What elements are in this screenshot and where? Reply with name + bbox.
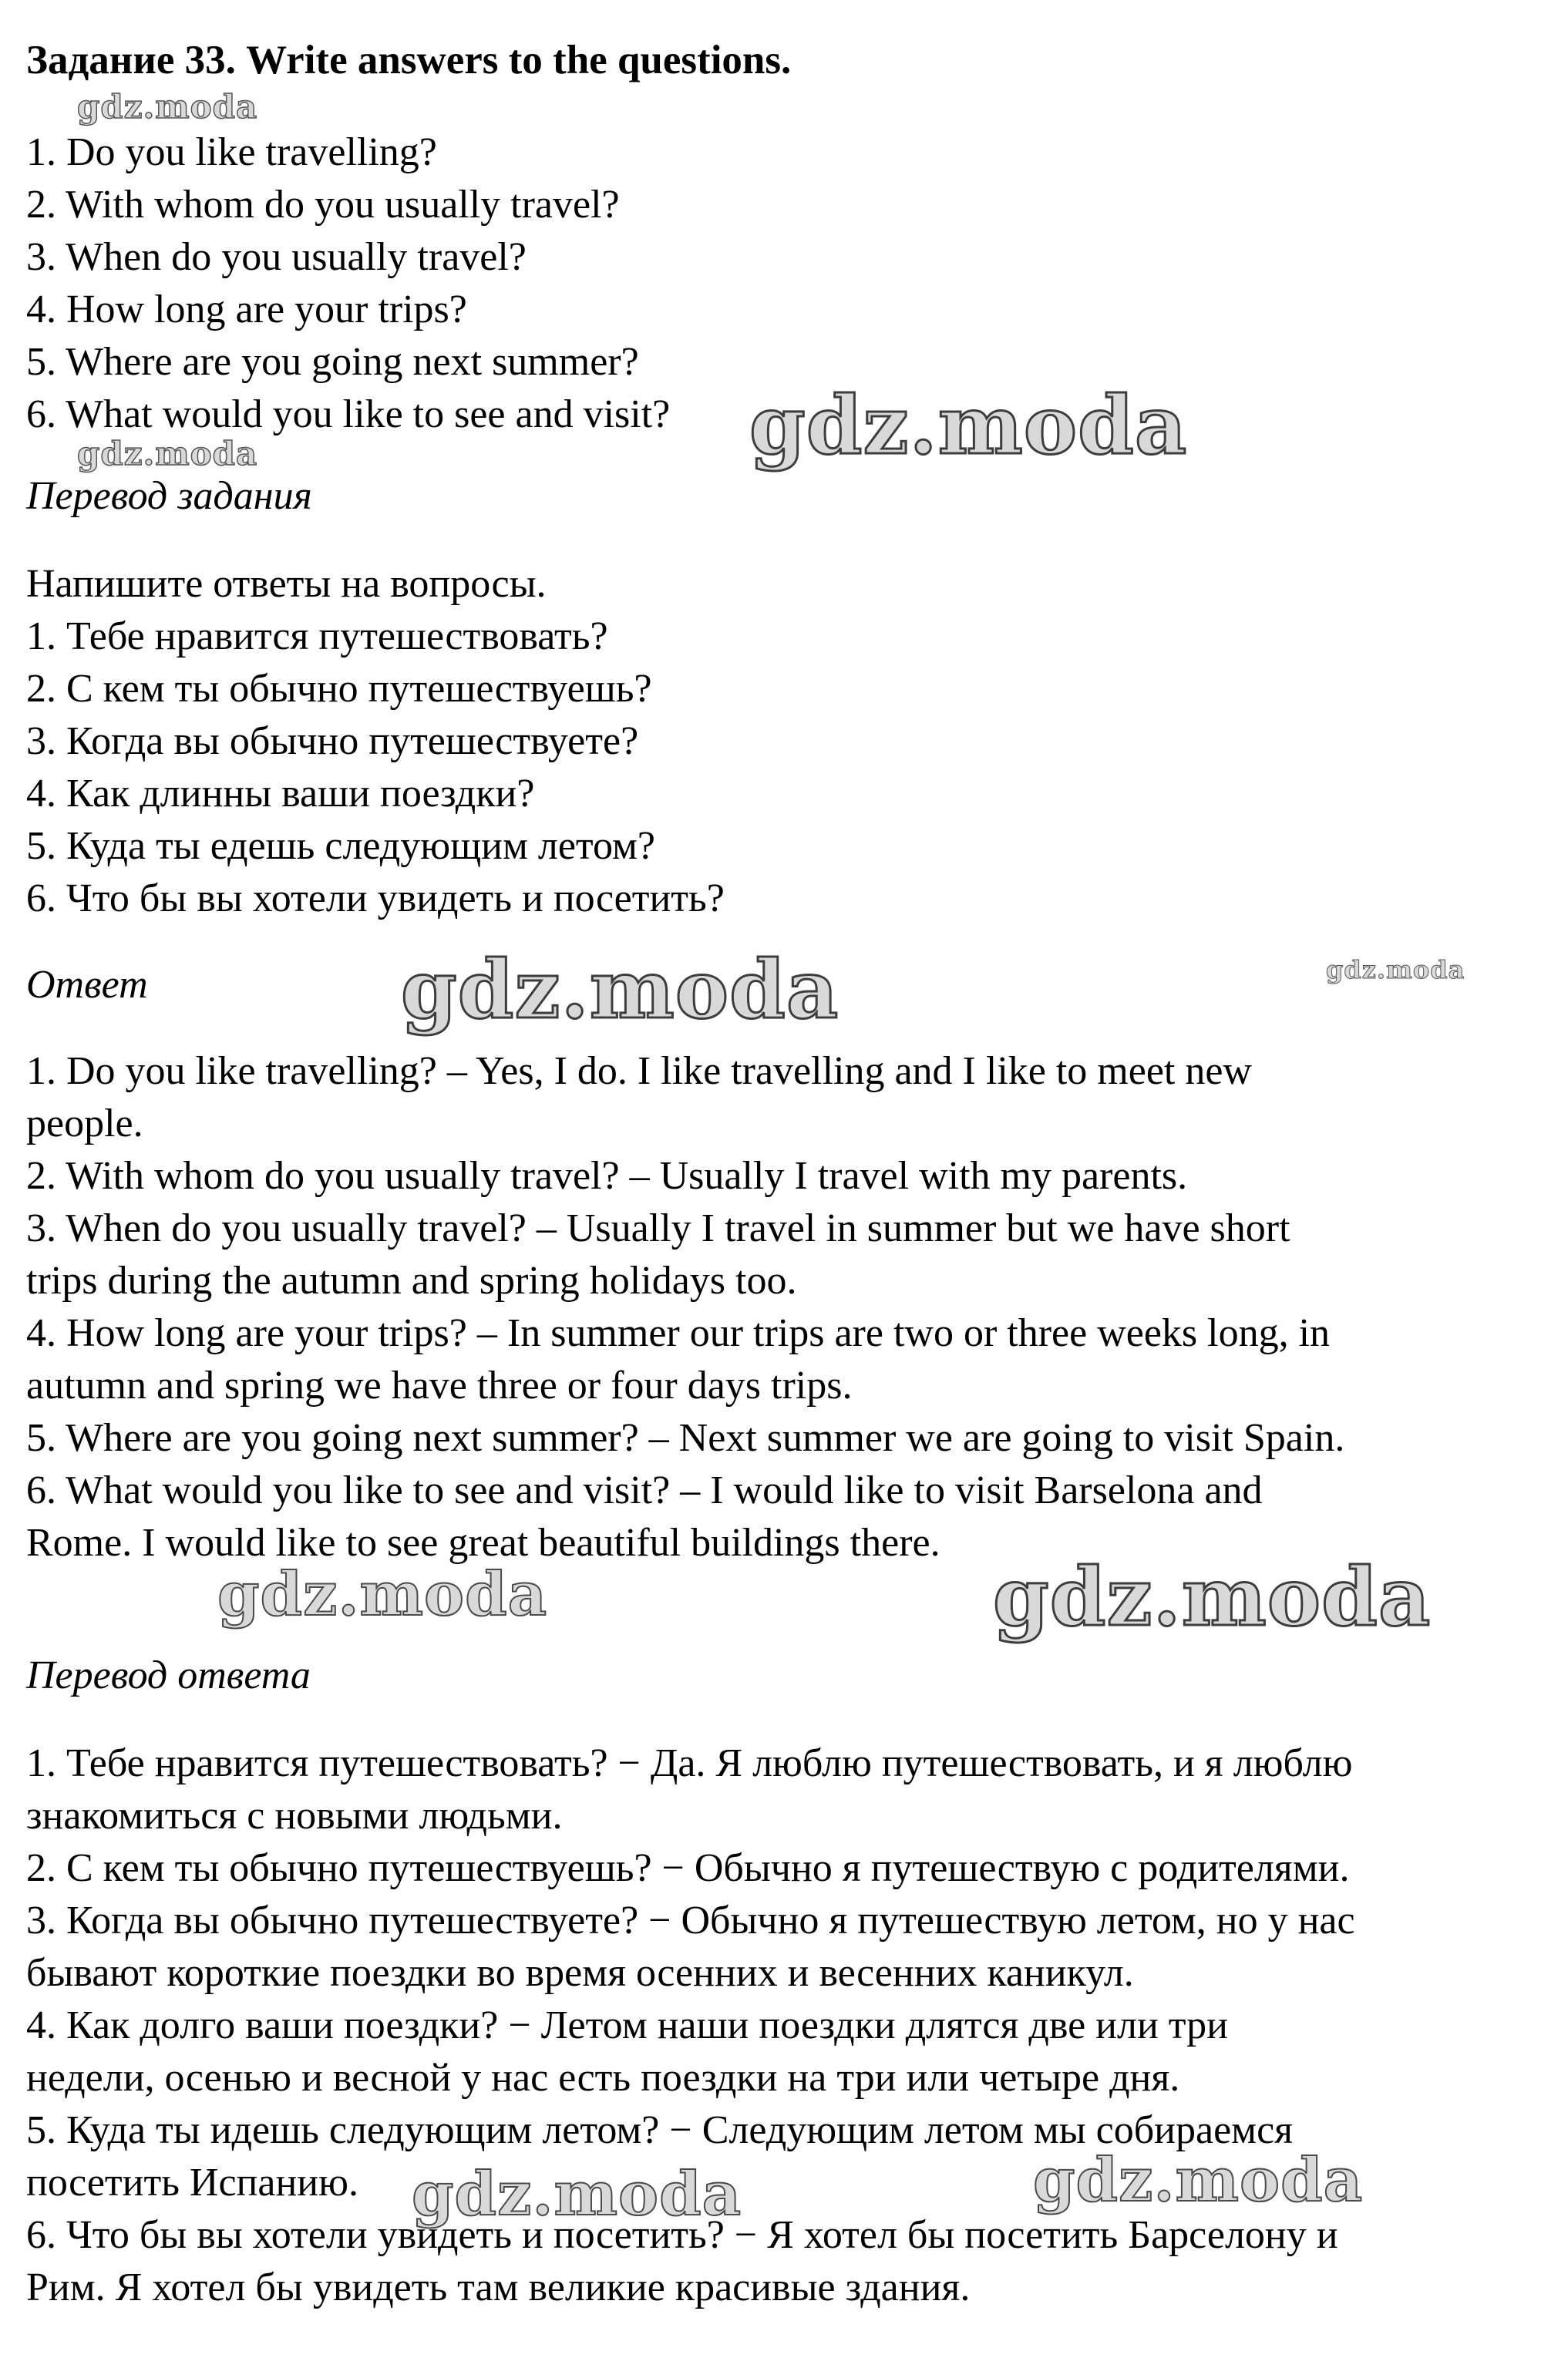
answer-translation-line-2: знакомиться с новыми людьми. [26, 1794, 563, 1838]
answer-heading: Ответ [26, 963, 148, 1007]
answer-translation-line-5: бывают короткие поездки во время осенних и весенних каникул. [26, 1951, 1134, 1995]
answer-line-10: Rome. I would like to see great beautiful buildings there. [26, 1521, 940, 1565]
watermark-logo: gdz.moda [401, 942, 840, 1037]
answer-line-1: 1. Do you like travelling? – Yes, I do. I like travelling and I like to meet new [26, 1049, 1252, 1093]
task-question-5: 5. Where are you going next summer? [26, 340, 639, 384]
answer-line-6: 4. How long are your trips? – In summer our trips are two or three weeks long, in [26, 1311, 1331, 1355]
task-translation-line-3: 3. Когда вы обычно путешествуете? [26, 719, 639, 763]
watermark-logo: gdz.moda [1033, 2145, 1364, 2215]
task-translation-line-2: 2. С кем ты обычно путешествуешь? [26, 667, 652, 711]
answer-translation-line-1: 1. Тебе нравится путешествовать? − Да. Я люблю путешествовать, и я люблю [26, 1741, 1353, 1785]
task-translation-line-5: 5. Куда ты едешь следующим летом? [26, 824, 655, 868]
answer-translation-line-8: 5. Куда ты идешь следующим летом? − Следующим летом мы собираемся [26, 2108, 1294, 2152]
answer-translation-line-4: 3. Когда вы обычно путешествуете? − Обычно я путешествую летом, но у нас [26, 1899, 1355, 1943]
answer-translation-line-11: Рим. Я хотел бы увидеть там великие красивые здания. [26, 2265, 971, 2309]
answer-translation-line-3: 2. С кем ты обычно путешествуешь? − Обычно я путешествую с родителями. [26, 1846, 1350, 1890]
task-translation-line-1: 1. Тебе нравится путешествовать? [26, 614, 608, 658]
answer-translation-line-6: 4. Как долго ваши поездки? − Летом наши поездки длятся две или три [26, 2003, 1228, 2047]
watermark-logo: gdz.moda [77, 435, 258, 473]
task-translation-line-6: 6. Что бы вы хотели увидеть и посетить? [26, 876, 725, 920]
task-title: Задание 33. Write answers to the questions. [26, 38, 792, 82]
watermark-logo: gdz.moda [993, 1549, 1432, 1644]
watermark-logo: gdz.moda [749, 378, 1188, 473]
watermark-logo: gdz.moda [217, 1559, 548, 1630]
task-question-3: 3. When do you usually travel? [26, 235, 527, 279]
answer-line-3: 2. With whom do you usually travel? – Usually I travel with my parents. [26, 1154, 1188, 1198]
answer-line-8: 5. Where are you going next summer? – Next summer we are going to visit Spain. [26, 1416, 1345, 1460]
watermark-logo: gdz.moda [412, 2159, 742, 2229]
answer-translation-line-9: посетить Испанию. [26, 2161, 358, 2205]
task-translation-intro: Напишите ответы на вопросы. [26, 562, 547, 606]
task-question-2: 2. With whom do you usually travel? [26, 183, 620, 227]
answer-line-2: people. [26, 1102, 143, 1145]
task-question-6: 6. What would you like to see and visit? [26, 392, 671, 436]
answer-line-9: 6. What would you like to see and visit? – I would like to visit Barselona and [26, 1468, 1263, 1512]
watermark-logo: gdz.moda [1326, 955, 1465, 984]
answer-translation-heading: Перевод ответа [26, 1653, 311, 1697]
answer-line-5: trips during the autumn and spring holidays too. [26, 1259, 797, 1303]
task-question-4: 4. How long are your trips? [26, 288, 467, 331]
answer-translation-line-7: недели, осенью и весной у нас есть поездки на три или четыре дня. [26, 2056, 1180, 2100]
task-translation-heading: Перевод задания [26, 474, 312, 518]
task-translation-line-4: 4. Как длинны ваши поездки? [26, 772, 535, 816]
task-question-1: 1. Do you like travelling? [26, 130, 437, 174]
answer-translation-line-10: 6. Что бы вы хотели увидеть и посетить? − Я хотел бы посетить Барселону и [26, 2213, 1338, 2257]
watermark-logo: gdz.moda [77, 88, 258, 126]
answer-line-7: autumn and spring we have three or four days trips. [26, 1364, 853, 1408]
answer-line-4: 3. When do you usually travel? – Usually I travel in summer but we have short [26, 1206, 1290, 1250]
